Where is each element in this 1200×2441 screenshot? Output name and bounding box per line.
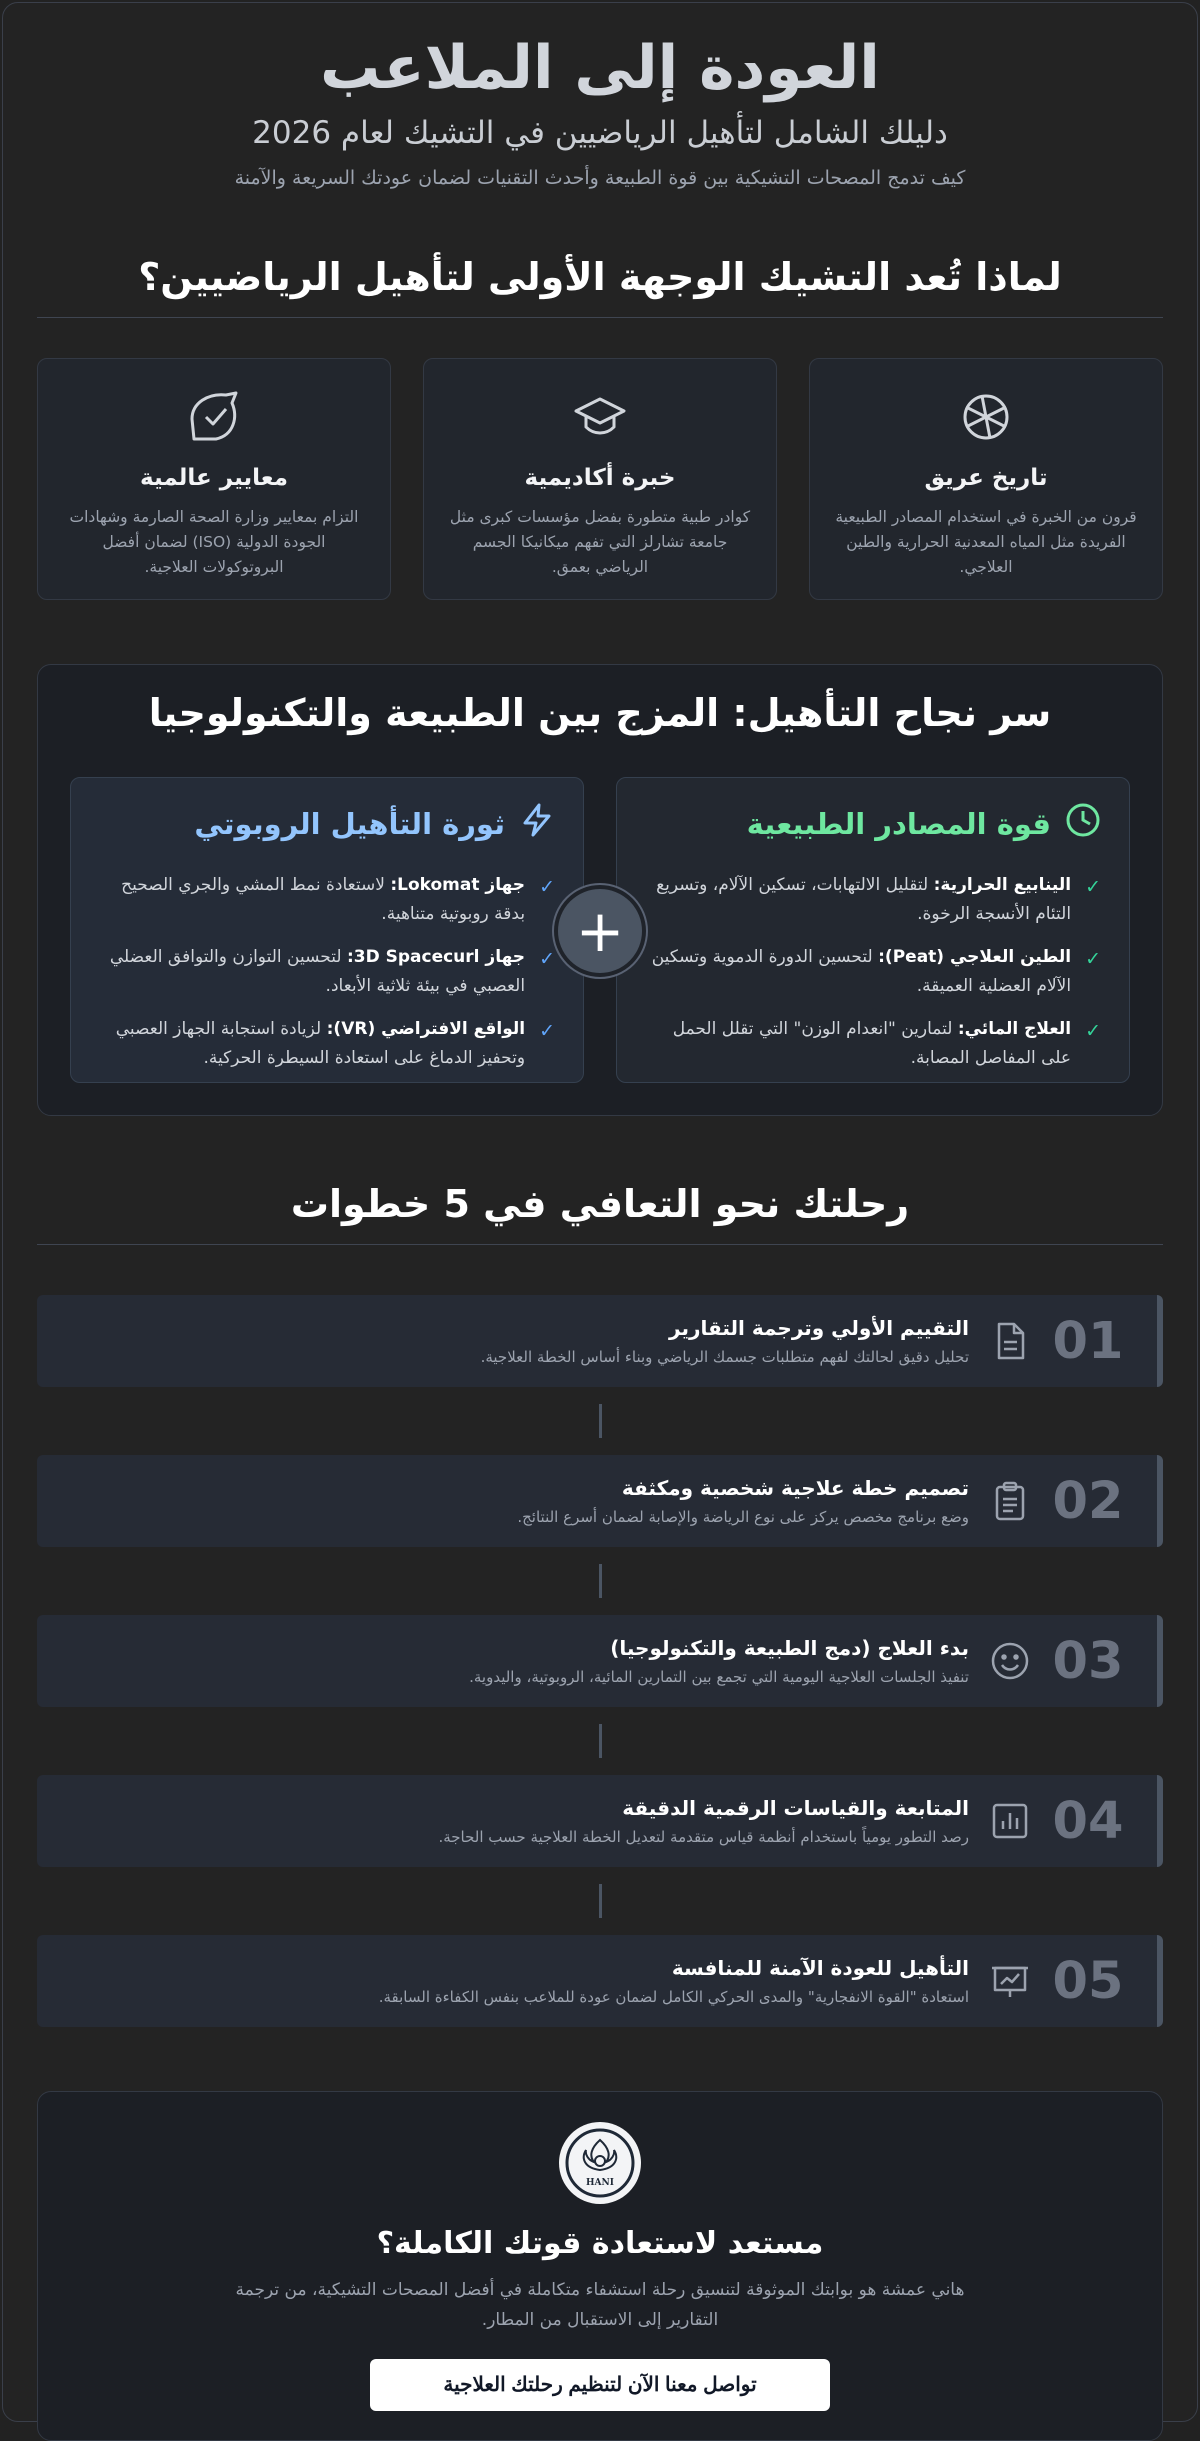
clipboard-icon xyxy=(989,1480,1031,1522)
contact-button[interactable]: تواصل معنا الآن لتنظيم رحلتك العلاجية xyxy=(370,2359,830,2411)
plus-badge: + xyxy=(554,885,646,977)
step-connector xyxy=(599,1564,602,1598)
graduation-cap-icon xyxy=(572,389,628,445)
step-text xyxy=(481,1316,969,1366)
step-title: تصميم خطة علاجية شخصية ومكثفة xyxy=(621,1476,969,1500)
item-label: الطين العلاجي (Peat): xyxy=(878,947,1072,967)
nature-title: قوة المصادر الطبيعية xyxy=(746,806,1051,841)
journey-section xyxy=(37,1180,1163,2027)
hero-tagline: كيف تدمج المصحات التشيكية بين قوة الطبيعة وأحدث التقنيات لضمان عودتك السريعة والآمنة xyxy=(234,167,966,189)
why-section xyxy=(37,253,1163,600)
step-text xyxy=(517,1476,969,1526)
clock-icon xyxy=(1065,802,1101,845)
badge-check-icon xyxy=(186,389,242,445)
page-content xyxy=(37,3,1163,2441)
step-title: المتابعة والقياسات الرقمية الدقيقة xyxy=(622,1796,969,1820)
step-number: 05 xyxy=(1052,1951,1124,2011)
list-item xyxy=(645,1015,1101,1073)
step-number: 02 xyxy=(1052,1471,1124,1531)
feature-card-title: معايير عالمية xyxy=(140,465,288,491)
divider xyxy=(37,1244,1163,1245)
step-text xyxy=(379,1956,969,2006)
item-label: جهاز 3D Spacecurl: xyxy=(346,947,526,967)
feature-card-text: قرون من الخبرة في استخدام المصادر الطبيعية الفريدة مثل المياه المعدنية الحرارية والطين العلاجي. xyxy=(835,508,1137,576)
step-desc: تحليل دقيق لحالتك لفهم متطلبات جسمك الرياضي وبناء أساس الخطة العلاجية. xyxy=(480,1348,969,1366)
hero-subtitle: دليلك الشامل لتأهيل الرياضيين في التشيك لعام 2026 xyxy=(252,115,948,151)
smile-icon xyxy=(989,1640,1031,1682)
step-connector xyxy=(599,1884,602,1918)
cta-section xyxy=(37,2091,1163,2441)
why-title: لماذا تُعد التشيك الوجهة الأولى لتأهيل الرياضيين؟ xyxy=(138,255,1062,299)
step-text xyxy=(469,1636,969,1686)
item-text: لتمارين "انعدام الوزن" التي تقلل الحمل على المفاصل المصابة. xyxy=(672,1019,1072,1068)
step-title: التأهيل للعودة الآمنة للمنافسة xyxy=(671,1956,969,1980)
item-label: الواقع الافتراضي (VR): xyxy=(326,1019,526,1039)
feature-card-academic xyxy=(423,358,777,600)
list-item xyxy=(99,943,555,1001)
check-icon: ✓ xyxy=(539,876,555,898)
feature-cards xyxy=(37,358,1163,600)
tech-list xyxy=(99,871,555,1073)
compass-icon xyxy=(958,389,1014,445)
tech-title: ثورة التأهيل الروبوتي xyxy=(194,806,505,841)
check-icon: ✓ xyxy=(1085,1020,1101,1042)
journey-title: رحلتك نحو التعافي في 5 خطوات xyxy=(290,1182,910,1226)
steps-list xyxy=(37,1295,1163,2027)
brand-logo xyxy=(559,2122,641,2204)
step-desc: وضع برنامج مخصص يركز على نوع الرياضة والإصابة لضمان أسرع النتائج. xyxy=(517,1508,969,1526)
item-text: لتحسين الدورة الدموية وتسكين الآلام العضلية العميقة. xyxy=(651,947,1072,996)
step-item xyxy=(37,1455,1163,1547)
cta-text: هاني عمشة هو بوابتك الموثوقة لتنسيق رحلة استشفاء متكاملة في أفضل المصحات التشيكية، من ترجمة التقارير إلى الاستقبال من المطار. xyxy=(235,2280,965,2330)
step-title: التقييم الأولي وترجمة التقارير xyxy=(669,1316,969,1340)
hero-title: العودة إلى الملاعب xyxy=(320,33,880,103)
item-label: العلاج المائي: xyxy=(957,1019,1072,1039)
step-desc: رصد التطور يومياً باستخدام أنظمة قياس متقدمة لتعديل الخطة العلاجية حسب الحاجة. xyxy=(438,1828,969,1846)
item-text: لتقليل الالتهابات، تسكين الآلام، وتسريع التئام الأنسجة الرخوة. xyxy=(656,875,1072,924)
check-icon: ✓ xyxy=(539,1020,555,1042)
feature-card-text: التزام بمعايير وزارة الصحة الصارمة وشهادات الجودة الدولية (ISO) لضمان أفضل البروتوكولات العلاجية. xyxy=(69,508,359,576)
list-item xyxy=(645,871,1101,929)
divider xyxy=(37,317,1163,318)
feature-card-history xyxy=(809,358,1163,600)
list-item xyxy=(99,1015,555,1073)
check-icon: ✓ xyxy=(539,948,555,970)
bar-chart-icon xyxy=(989,1800,1031,1842)
document-icon xyxy=(989,1320,1031,1362)
page-frame xyxy=(2,2,1198,2422)
item-text: لاستعادة نمط المشي والجري الصحيح بدقة روبوتية متناهية. xyxy=(121,875,526,924)
item-text: لتحسين التوازن والتوافق العضلي العصبي في بيئة ثلاثية الأبعاد. xyxy=(109,947,526,996)
tech-heading xyxy=(99,802,555,845)
fusion-section xyxy=(37,664,1163,1116)
nature-heading xyxy=(645,802,1101,845)
step-number: 01 xyxy=(1052,1311,1124,1371)
check-icon: ✓ xyxy=(1085,948,1101,970)
lightning-icon xyxy=(519,802,555,845)
tech-column xyxy=(70,777,584,1083)
item-label: الينابيع الحرارية: xyxy=(933,875,1072,895)
list-item xyxy=(99,871,555,929)
step-connector xyxy=(599,1404,602,1438)
step-connector xyxy=(599,1724,602,1758)
nature-list xyxy=(645,871,1101,1073)
feature-card-text: كوادر طبية متطورة بفضل مؤسسات كبرى مثل جامعة تشارلز التي تفهم ميكانيكا الجسم الرياضي بعمق. xyxy=(449,508,751,576)
feature-card-title: خبرة أكاديمية xyxy=(524,465,676,491)
item-text: لزيادة استجابة الجهاز العصبي وتحفيز الدماغ على استعادة السيطرة الحركية. xyxy=(115,1019,526,1068)
item-label: جهاز Lokomat: xyxy=(390,875,526,895)
step-item xyxy=(37,1935,1163,2027)
fusion-title: سر نجاح التأهيل: المزج بين الطبيعة والتكنولوجيا xyxy=(148,691,1052,735)
svg-text:HANI: HANI xyxy=(586,2178,614,2188)
feature-card-standards xyxy=(37,358,391,600)
step-text xyxy=(438,1796,969,1846)
step-item xyxy=(37,1775,1163,1867)
step-item xyxy=(37,1295,1163,1387)
check-icon: ✓ xyxy=(1085,876,1101,898)
step-number: 03 xyxy=(1052,1631,1124,1691)
presentation-icon xyxy=(989,1960,1031,2002)
step-item xyxy=(37,1615,1163,1707)
nature-column xyxy=(616,777,1130,1083)
step-title: بدء العلاج (دمج الطبيعة والتكنولوجيا) xyxy=(610,1636,969,1660)
cta-title: مستعد لاستعادة قوتك الكاملة؟ xyxy=(376,2226,824,2261)
feature-card-title: تاريخ عريق xyxy=(924,465,1048,491)
step-number: 04 xyxy=(1052,1791,1124,1851)
step-desc: استعادة "القوة الانفجارية" والمدى الحركي الكامل لضمان عودة للملاعب بنفس الكفاءة السابقة. xyxy=(378,1988,969,2006)
hero xyxy=(37,3,1163,189)
step-desc: تنفيذ الجلسات العلاجية اليومية التي تجمع بين التمارين المائية، الروبوتية، واليدوية. xyxy=(469,1668,969,1686)
list-item xyxy=(645,943,1101,1001)
